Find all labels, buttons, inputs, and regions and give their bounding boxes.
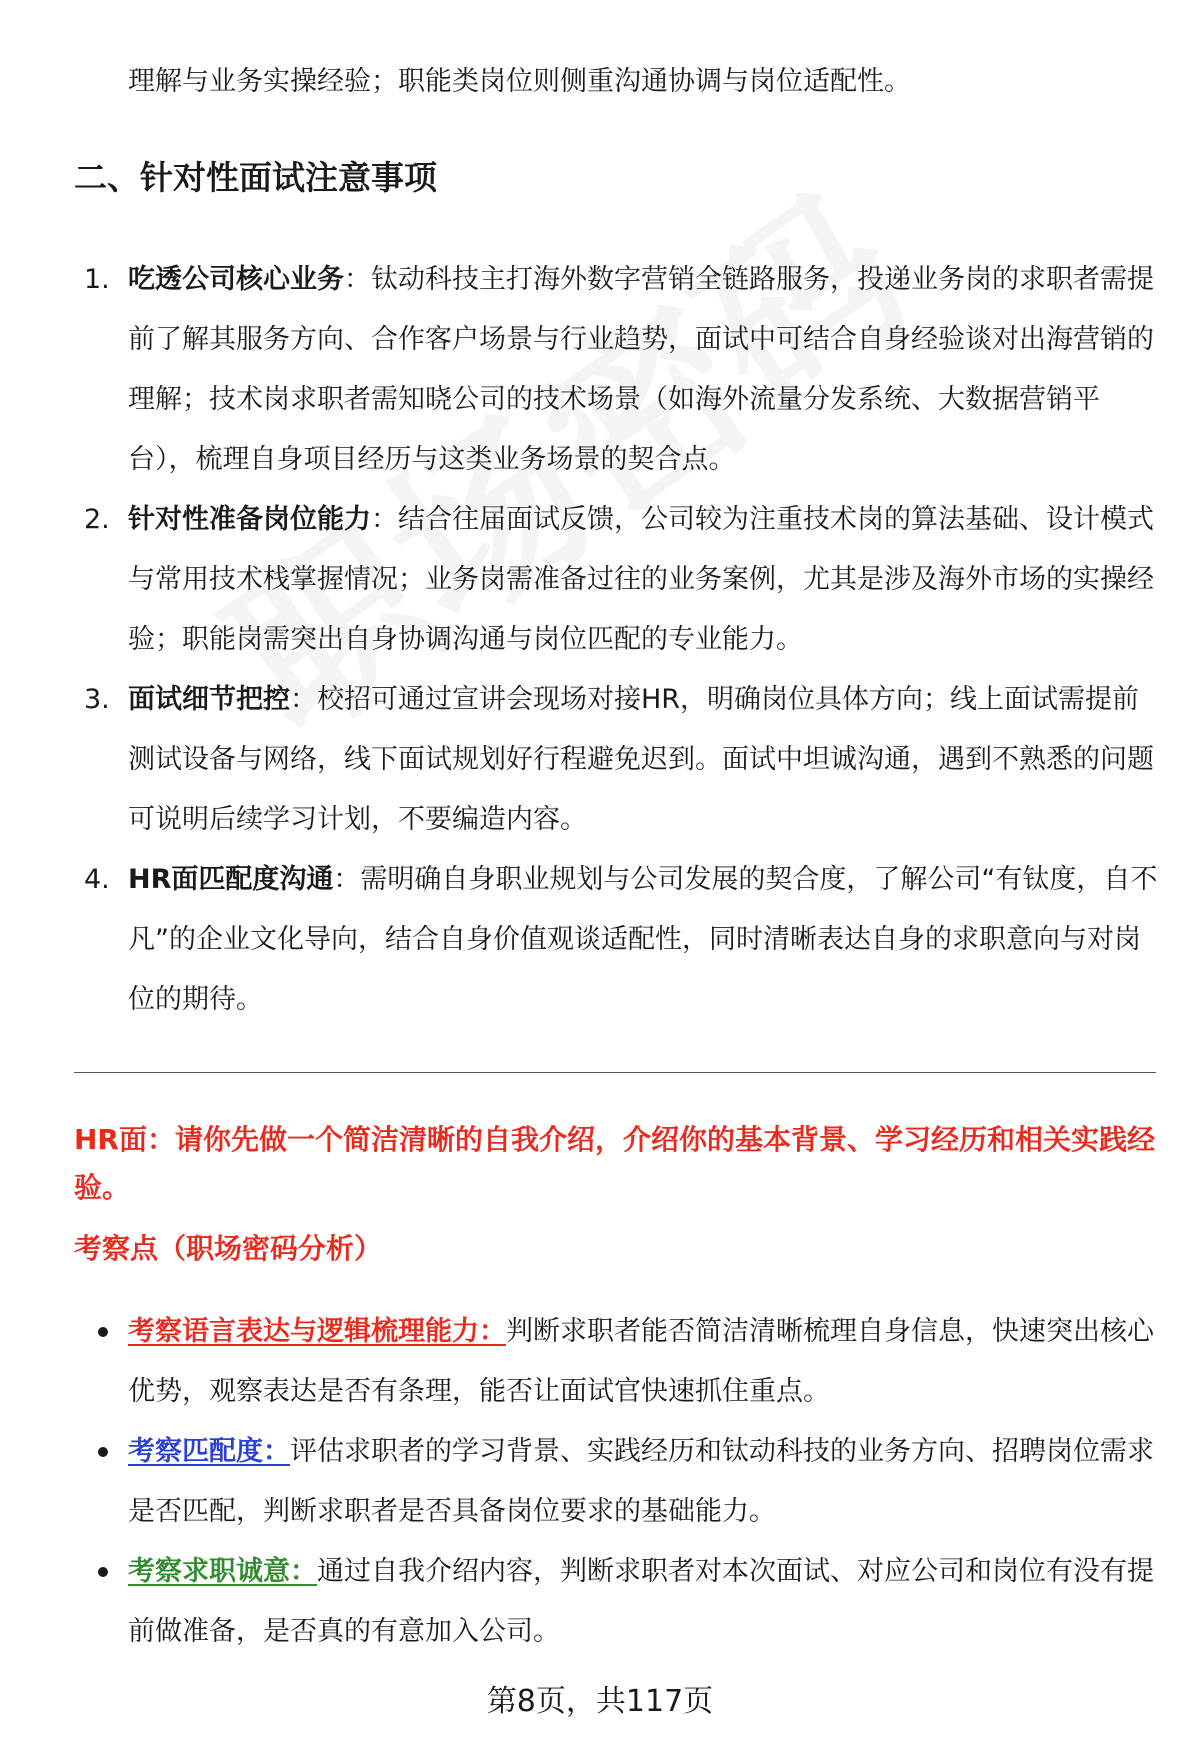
list-item: 1. 吃透公司核心业务：钛动科技主打海外数字营销全链路服务，投递业务岗的求职者需提前了解其服务方向、合作客户场景与行业趋势，面试中可结合自身经验谈对出海营销的理解；技术岗求职者需知晓公司的技术场景（如海外流量分发系统、大数据营销平台），梳理自身项目经历与这类业务场景的契合点。 [84, 264, 1154, 475]
item-title: 面试细节把控 [128, 684, 290, 715]
list-item: 2. 针对性准备岗位能力：结合往届面试反馈，公司较为注重技术岗的算法基础、设计模式与常用技术栈掌握情况；业务岗需准备过往的业务案例，尤其是涉及海外市场的实操经验；职能岗需突出自身协调沟通与岗位匹配的专业能力。 [84, 504, 1154, 655]
interview-question: HR面：请你先做一个简洁清晰的自我介绍，介绍你的基本背景、学习经历和相关实践经验。 [74, 1123, 1155, 1204]
bullet-icon [98, 1447, 108, 1457]
bullet-icon [98, 1327, 108, 1337]
item-text: ：钛动科技主打海外数字营销全链路服务，投递业务岗的求职者需提前了解其服务方向、合作客户场景与行业趋势，面试中可结合自身经验谈对出海营销的理解；技术岗求职者需知晓公司的技术场景（如海外流量分发系统、大数据营销平台），梳理自身项目经历与这类业务场景的契合点。 [128, 264, 1154, 475]
divider [74, 1072, 1156, 1073]
point-key: 考察求职诚意： [128, 1556, 317, 1587]
page-number: 第8页，共117页 [486, 1684, 714, 1719]
item-title: 吃透公司核心业务 [128, 264, 344, 295]
points-list [74, 1302, 1159, 1662]
item-text: ：需明确自身职业规划与公司发展的契合度，了解公司“有钛度，自不凡”的企业文化导向，结合自身价值观谈适配性，同时清晰表达自身的求职意向与对岗位的期待。 [128, 864, 1158, 1015]
intro-line: 理解与业务实操经验；职能类岗位则侧重沟通协调与岗位适配性。 [128, 66, 911, 97]
tips-list [74, 250, 1159, 1030]
list-item [74, 1302, 1159, 1422]
item-title: 针对性准备岗位能力 [128, 504, 371, 535]
point-text: 判断求职者能否简洁清晰梳理自身信息，快速突出核心优势，观察表达是否有条理，能否让面试官快速抓住重点。 [128, 1316, 1154, 1407]
section-title: 二、针对性面试注意事项 [74, 158, 437, 197]
point-text: 通过自我介绍内容，判断求职者对本次面试、对应公司和岗位有没有提前做准备，是否真的有意加入公司。 [128, 1556, 1154, 1647]
item-title: HR面匹配度沟通 [128, 864, 334, 895]
point-key: 考察匹配度： [128, 1436, 290, 1467]
item-text: ：校招可通过宣讲会现场对接HR，明确岗位具体方向；线上面试需提前测试设备与网络，线下面试规划好行程避免迟到。面试中坦诚沟通，遇到不熟悉的问题可说明后续学习计划，不要编造内容。 [128, 684, 1154, 835]
list-item [74, 1542, 1159, 1662]
list-item [74, 1422, 1159, 1542]
bullet-icon [98, 1567, 108, 1577]
list-item: 3. 面试细节把控：校招可通过宣讲会现场对接HR，明确岗位具体方向；线上面试需提前测试设备与网络，线下面试规划好行程避免迟到。面试中坦诚沟通，遇到不熟悉的问题可说明后续学习计划，不要编造内容。 [84, 684, 1154, 835]
point-key: 考察语言表达与逻辑梳理能力： [128, 1316, 506, 1347]
analysis-title: 考察点（职场密码分析） [74, 1232, 383, 1265]
item-text: ：结合往届面试反馈，公司较为注重技术岗的算法基础、设计模式与常用技术栈掌握情况；业务岗需准备过往的业务案例，尤其是涉及海外市场的实操经验；职能岗需突出自身协调沟通与岗位匹配的专业能力。 [128, 504, 1154, 655]
list-item: 4. HR面匹配度沟通：需明确自身职业规划与公司发展的契合度，了解公司“有钛度，自不凡”的企业文化导向，结合自身价值观谈适配性，同时清晰表达自身的求职意向与对岗位的期待。 [84, 864, 1158, 1015]
point-text: 评估求职者的学习背景、实践经历和钛动科技的业务方向、招聘岗位需求是否匹配，判断求职者是否具备岗位要求的基础能力。 [128, 1436, 1154, 1527]
